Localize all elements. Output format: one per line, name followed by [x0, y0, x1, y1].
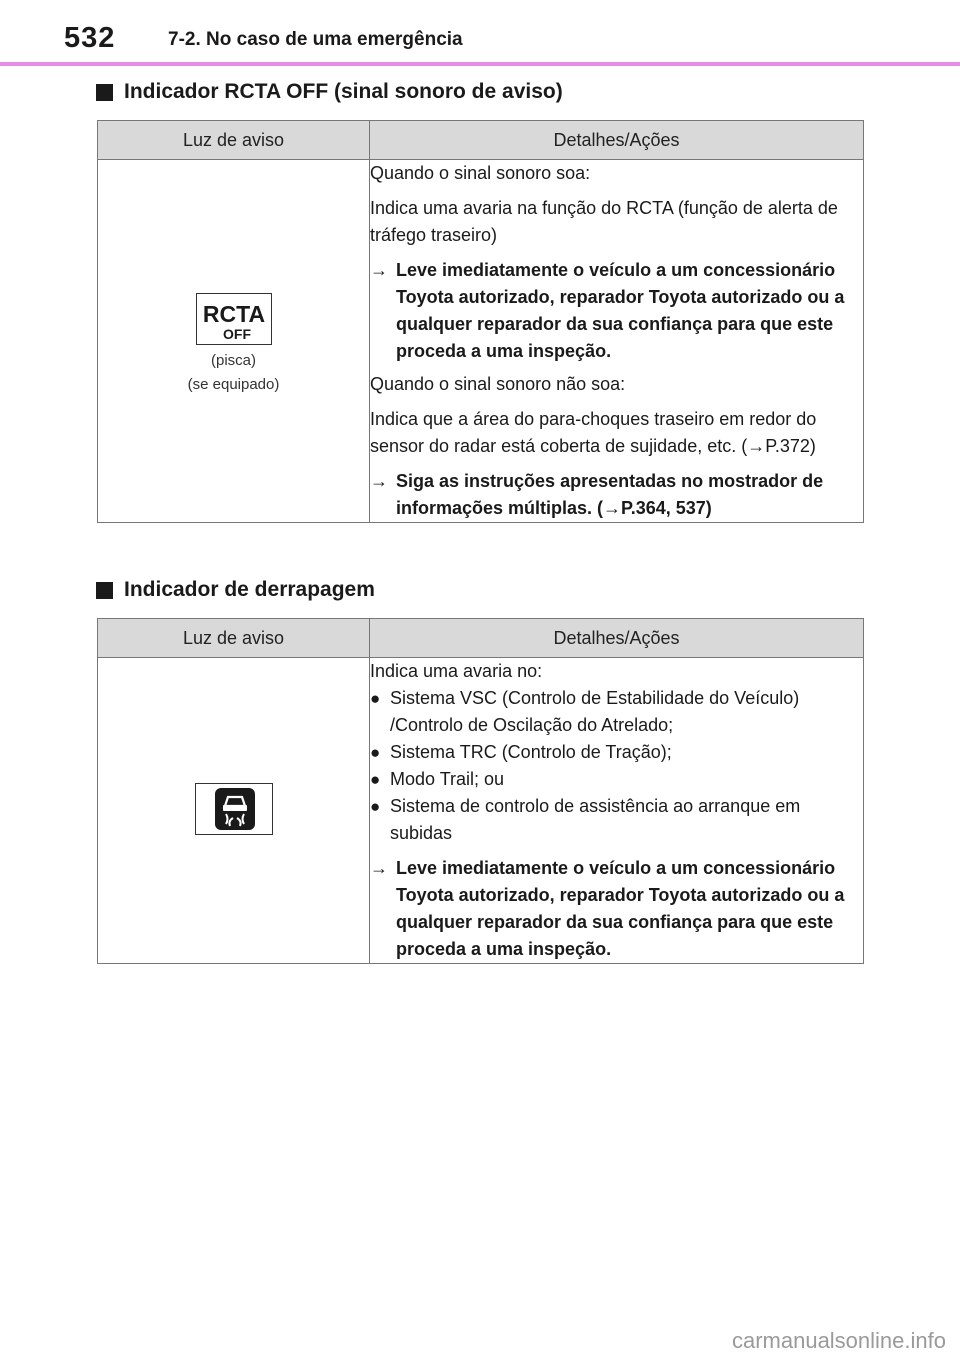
list-item-text: Modo Trail; ou: [390, 769, 505, 789]
rcta-icon-line2: OFF: [222, 326, 251, 342]
list-item-text: Sistema VSC (Controlo de Estabilidade do Veículo) /Controlo de Oscilação do Atrelado;: [390, 688, 800, 735]
warning-light-table-slip: [97, 618, 864, 964]
list-item: [370, 739, 863, 766]
icon-caption-blink: (pisca): [210, 352, 256, 369]
description-text: Indica uma avaria na função do RCTA (função de alerta de tráfego traseiro): [370, 198, 838, 245]
bullet-icon: ●: [370, 689, 381, 708]
table-header-row: [98, 121, 864, 160]
section-heading-slip: [96, 578, 375, 602]
description-text: Indica que a área do para-choques traseiro em redor do sensor do radar está coberta de sujidade, etc. (→P.372): [370, 409, 817, 456]
section-heading-rcta: [96, 80, 563, 104]
header-rule: [0, 62, 960, 66]
section-heading-text: Indicador RCTA OFF (sinal sonoro de aviso): [124, 80, 563, 103]
condition-text: Quando o sinal sonoro não soa:: [370, 374, 626, 394]
bullet-icon: ●: [370, 797, 381, 816]
lamp-cell: [98, 658, 370, 964]
rcta-off-icon: [196, 293, 272, 345]
list-item: [370, 793, 863, 847]
action-item: [370, 855, 863, 963]
action-text: Siga as instruções apresentadas no mostrador de informações múltiplas. (→P.364, 537): [396, 471, 824, 518]
action-text: Leve imediatamente o veículo a um concessionário Toyota autorizado, reparador Toyota autorizado ou a qualquer reparador da sua confiança para que este proceda a uma inspeção.: [396, 260, 845, 361]
rcta-icon-line1: RCTA: [202, 301, 265, 327]
warning-light-table-rcta: [97, 120, 864, 523]
bullet-icon: ●: [370, 743, 381, 762]
icon-caption-equipped: (se equipado): [187, 376, 280, 393]
column-header-light: Luz de aviso: [98, 619, 370, 658]
arrow-icon: →: [370, 858, 388, 878]
action-text: Leve imediatamente o veículo a um concessionário Toyota autorizado, reparador Toyota autorizado ou a qualquer reparador da sua confiança para que este proceda a uma inspeção.: [396, 858, 845, 959]
column-header-light: Luz de aviso: [98, 121, 370, 160]
list-item-text: Sistema TRC (Controlo de Tração);: [390, 742, 672, 762]
arrow-icon: →: [370, 471, 388, 491]
details-cell: [370, 658, 864, 964]
column-header-details: Detalhes/Ações: [370, 121, 864, 160]
section-heading-text: Indicador de derrapagem: [124, 578, 375, 601]
page-number: 532: [64, 22, 116, 54]
bullet-icon: ●: [370, 770, 381, 789]
column-header-details: Detalhes/Ações: [370, 619, 864, 658]
description-text: Indica uma avaria no:: [370, 661, 543, 681]
table-row: [98, 160, 864, 523]
watermark: carmanualsonline.info: [731, 1328, 946, 1353]
chapter-title: 7-2. No caso de uma emergência: [168, 29, 463, 50]
table-header-row: [98, 619, 864, 658]
action-item: [370, 257, 863, 365]
page-header: [0, 0, 960, 66]
square-bullet-icon: [96, 84, 113, 101]
arrow-icon: →: [370, 260, 388, 280]
lamp-cell: [98, 160, 370, 523]
details-cell: [370, 160, 864, 523]
list-item-text: Sistema de controlo de assistência ao arranque em subidas: [390, 796, 801, 843]
action-item: [370, 468, 863, 522]
table-row: [98, 658, 864, 964]
slip-indicator-icon: [195, 783, 273, 835]
list-item: [370, 685, 863, 739]
square-bullet-icon: [96, 582, 113, 599]
condition-text: Quando o sinal sonoro soa:: [370, 163, 591, 183]
list-item: [370, 766, 863, 793]
